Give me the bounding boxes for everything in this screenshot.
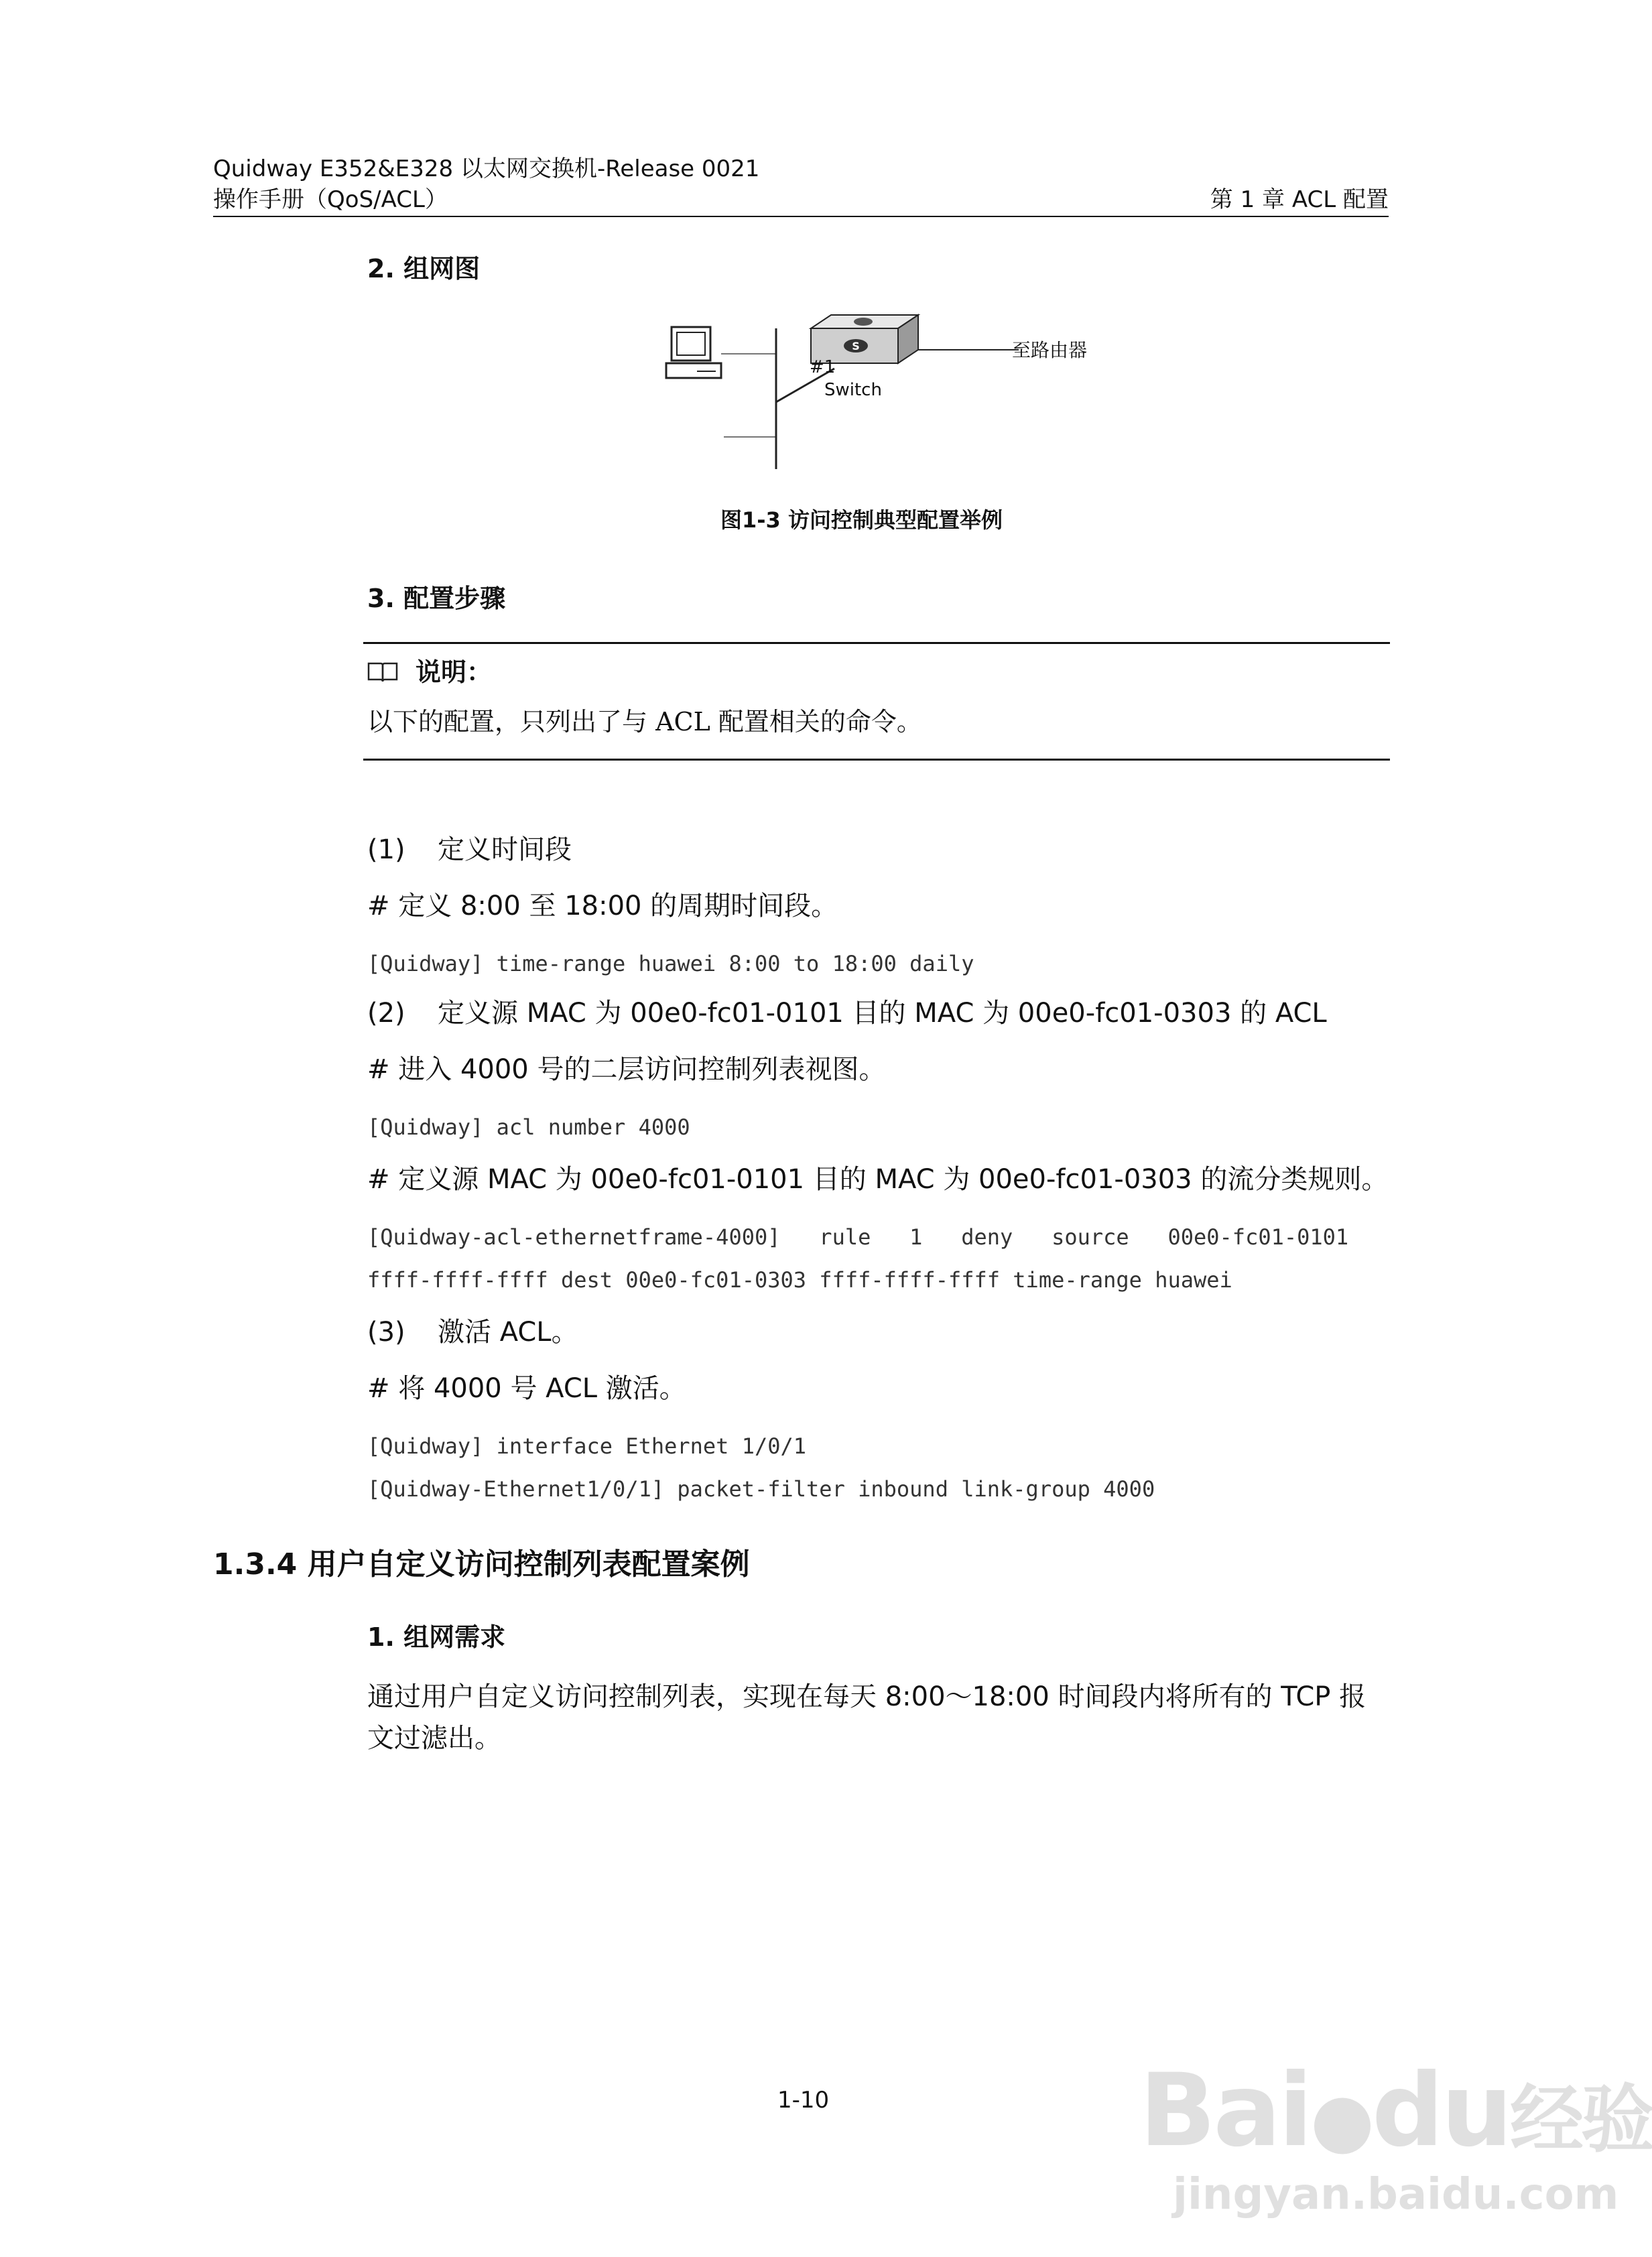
- comment-line: # 将 4000 号 ACL 激活。: [367, 1373, 686, 1404]
- step-title: 激活 ACL。: [438, 1317, 578, 1348]
- paragraph-line: 通过用户自定义访问控制列表，实现在每天 8:00～18:00 时间段内将所有的 TCP 报: [367, 1681, 1367, 1712]
- step-title: 定义源 MAC 为 00e0-fc01-0101 目的 MAC 为 00e0-fc01-0303 的 ACL: [438, 998, 1327, 1029]
- pc-icon: [666, 327, 721, 378]
- router-label: 至路由器: [1012, 339, 1088, 361]
- note-title: 说明：: [416, 657, 493, 687]
- step-title: 定义时间段: [438, 834, 572, 865]
- command-line: [Quidway] acl number 4000: [367, 1114, 690, 1140]
- step-number: (2): [367, 998, 405, 1029]
- watermark-brand: Bai: [1139, 2053, 1310, 2169]
- command-line: [Quidway] interface Ethernet 1/0/1: [367, 1433, 807, 1459]
- note-text: 以下的配置，只列出了与 ACL 配置相关的命令。: [367, 707, 922, 736]
- command-line: [Quidway-Ethernet1/0/1] packet-filter inbound link-group 4000: [367, 1476, 1155, 1502]
- subsection-heading: 1. 组网需求: [367, 1622, 506, 1652]
- comment-line: # 定义源 MAC 为 00e0-fc01-0101 目的 MAC 为 00e0-fc01-0303 的流分类规则。: [367, 1164, 1389, 1195]
- paragraph-line: 文过滤出。: [367, 1723, 501, 1754]
- step-item: [367, 834, 572, 866]
- switch-icon: [811, 315, 918, 363]
- note-bottom-rule: [363, 759, 1390, 761]
- header-title: Quidway E352&E328 以太网交换机-Release 0021: [213, 155, 760, 182]
- book-icon: [367, 661, 398, 684]
- step-item: [367, 997, 1327, 1029]
- baidu-watermark: [1133, 2053, 1652, 2232]
- header-subtitle: 操作手册（QoS/ACL）: [213, 186, 448, 213]
- watermark-brand2: du: [1371, 2053, 1511, 2169]
- steps-heading: 3. 配置步骤: [367, 584, 506, 613]
- comment-line: # 进入 4000 号的二层访问控制列表视图。: [367, 1054, 886, 1085]
- figure-caption: 图1-3 访问控制典型配置举例: [720, 507, 1003, 533]
- comment-line: # 定义 8:00 至 18:00 的周期时间段。: [367, 891, 838, 921]
- header-chapter: 第 1 章 ACL 配置: [1210, 186, 1389, 213]
- page-number: 1-10: [777, 2087, 830, 2114]
- command-line: [Quidway-acl-ethernetframe-4000] rule 1 deny source 00e0-fc01-0101: [367, 1224, 1349, 1250]
- step-number: (3): [367, 1317, 405, 1348]
- watermark-suffix: 经验: [1510, 2077, 1652, 2163]
- topology-heading: 2. 组网图: [367, 254, 481, 283]
- header-rule: [213, 216, 1389, 217]
- paw-icon: ●: [1310, 2077, 1372, 2163]
- section-title: 1.3.4 用户自定义访问控制列表配置案例: [213, 1547, 750, 1582]
- command-line: ffff-ffff-ffff dest 00e0-fc01-0303 ffff-ffff-ffff time-range huawei: [367, 1267, 1232, 1293]
- command-line: [Quidway] time-range huawei 8:00 to 18:00 daily: [367, 951, 974, 976]
- note-top-rule: [363, 642, 1390, 644]
- port-label: #1: [810, 357, 836, 377]
- watermark-url: jingyan.baidu.com: [1173, 2170, 1619, 2219]
- step-number: (1): [367, 834, 405, 865]
- step-item: [367, 1316, 578, 1348]
- switch-label: Switch: [824, 380, 882, 400]
- svg-text:S: S: [852, 340, 860, 352]
- topology-diagram: [657, 308, 1126, 476]
